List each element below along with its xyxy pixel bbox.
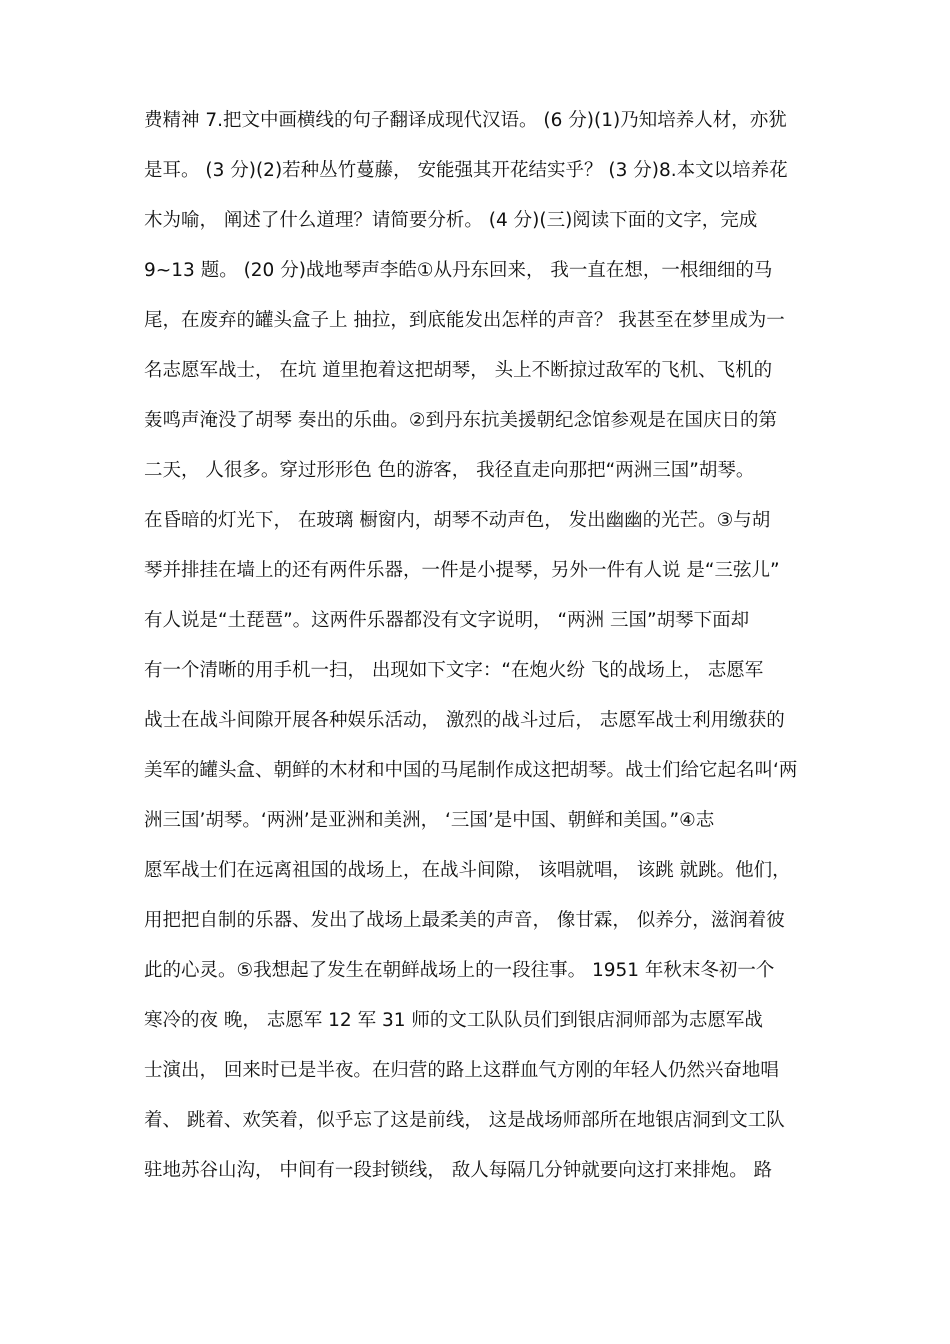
text-line: 士演出， 回来时已是半夜。在归营的路上这群血气方刚的年轻人仍然兴奋地唱 xyxy=(144,1060,779,1081)
text-line: 琴并排挂在墙上的还有两件乐器，一件是小提琴，另外一件有人说 是“三弦儿” xyxy=(144,560,780,581)
text-line: 着、 跳着、欢笑着，似乎忘了这是前线， 这是战场师部所在地银店洞到文工队 xyxy=(144,1110,785,1131)
body-text xyxy=(144,104,814,1204)
text-line: 轰鸣声淹没了胡琴 奏出的乐曲。②到丹东抗美援朝纪念馆参观是在国庆日的第 xyxy=(144,410,777,431)
text-line: 在昏暗的灯光下， 在玻璃 橱窗内，胡琴不动声色， 发出幽幽的光芒。③与胡 xyxy=(144,510,771,531)
text-line: 驻地苏谷山沟， 中间有一段封锁线， 敌人每隔几分钟就要向这打来排炮。 路 xyxy=(144,1160,773,1181)
text-line: 尾，在废弃的罐头盒子上 抽拉，到底能发出怎样的声音？ 我甚至在梦里成为一 xyxy=(144,310,785,331)
text-line: 此的心灵。⑤我想起了发生在朝鲜战场上的一段往事。 1951 年秋末冬初一个 xyxy=(144,960,775,981)
text-line: 用把把自制的乐器、发出了战场上最柔美的声音， 像甘霖， 似养分，滋润着彼 xyxy=(144,910,785,931)
text-line: 二天， 人很多。穿过形形色 色的游客， 我径直走向那把“两洲三国”胡琴。 xyxy=(144,460,755,481)
text-line: 费精神 7.把文中画横线的句子翻译成现代汉语。 (6 分)(1)乃知培养人材，亦犹 xyxy=(144,110,787,131)
text-line: 名志愿军战士， 在坑 道里抱着这把胡琴， 头上不断掠过敌军的飞机、飞机的 xyxy=(144,360,773,381)
text-line: 9~13 题。 (20 分)战地琴声李皓①从丹东回来， 我一直在想，一根细细的马 xyxy=(144,260,773,281)
text-line: 愿军战士们在远离祖国的战场上，在战斗间隙， 该唱就唱， 该跳 就跳。他们， xyxy=(144,860,791,881)
text-line: 有一个清晰的用手机一扫， 出现如下文字：“在炮火纷 飞的战场上， 志愿军 xyxy=(144,660,764,681)
text-line: 洲三国’胡琴。‘两洲’是亚洲和美洲， ‘三国’是中国、朝鲜和美国。”④志 xyxy=(144,810,715,831)
text-line: 是耳。 (3 分)(2)若种丛竹蔓藤， 安能强其开花结实乎？ (3 分)8.本文以培养花 xyxy=(144,160,788,181)
text-line: 寒冷的夜 晚， 志愿军 12 军 31 师的文工队队员们到银店洞师部为志愿军战 xyxy=(144,1010,763,1031)
text-line: 战士在战斗间隙开展各种娱乐活动， 激烈的战斗过后， 志愿军战士利用缴获的 xyxy=(144,710,785,731)
text-line: 木为喻， 阐述了什么道理？请简要分析。 (4 分)(三)阅读下面的文字，完成 xyxy=(144,210,758,231)
text-line: 美军的罐头盒、朝鲜的木材和中国的马尾制作成这把胡琴。战士们给它起名叫‘两 xyxy=(144,760,798,781)
text-line: 有人说是“土琵琶”。这两件乐器都没有文字说明， “两洲 三国”胡琴下面却 xyxy=(144,610,750,631)
